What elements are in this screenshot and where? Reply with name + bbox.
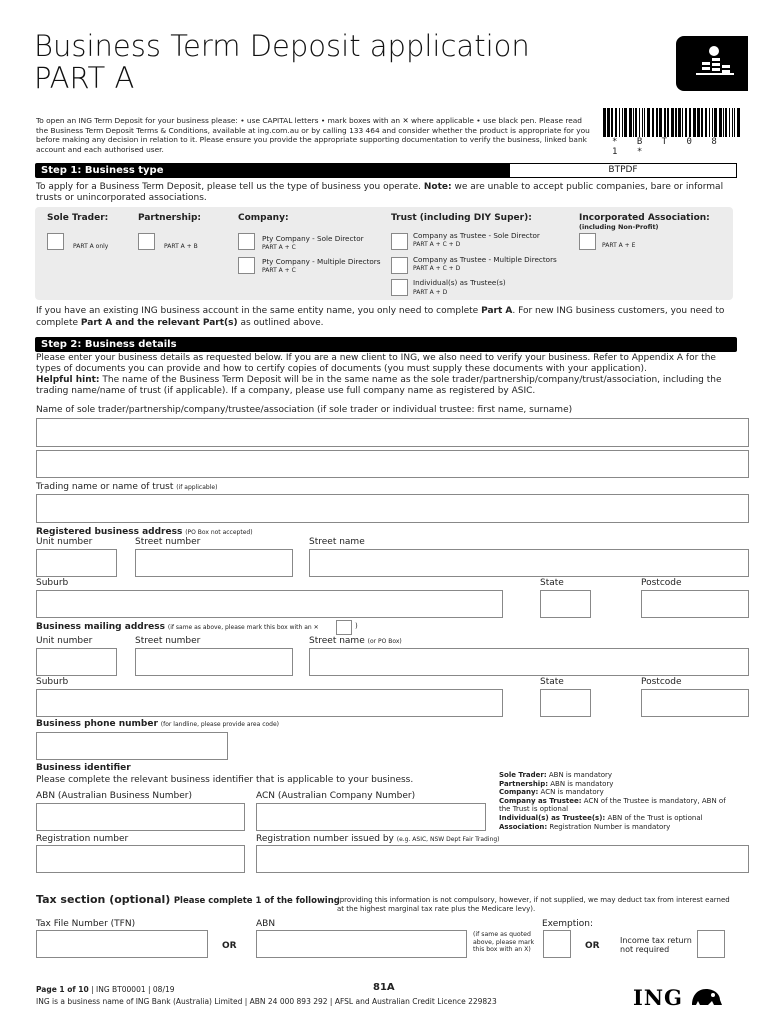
postcode-label: Postcode — [641, 578, 682, 588]
page-title-line2: PART A — [34, 61, 135, 95]
barcode-bar — [723, 108, 724, 137]
unit-number-label: Unit number — [36, 537, 93, 547]
street-name-field-2[interactable] — [309, 648, 749, 676]
barcode-bar — [675, 108, 677, 137]
association-label: Incorporated Association: — [579, 213, 710, 223]
existing-b: Part A — [481, 306, 513, 316]
phone-field[interactable] — [36, 732, 228, 760]
barcode-text: * B T 0 8 1 * — [612, 137, 724, 157]
association-part: PART A + E — [602, 242, 636, 249]
barcode-bar — [642, 108, 643, 137]
phone-small: (for landline, please provide area code) — [160, 721, 279, 728]
barcode-bar — [607, 108, 610, 137]
helpful-hint-text: The name of the Business Term Deposit will be in the same name as the sole trader/partnership/company/trust/association, including the trading name/name of trust (if applicable). If a company, please use full company name as registered by ASIC. — [36, 375, 722, 396]
street-number-label-2: Street number — [135, 636, 201, 646]
tax-abn-field[interactable] — [256, 930, 467, 958]
barcode-bar — [701, 108, 703, 137]
barcode-bar — [603, 108, 606, 137]
barcode-bar — [639, 108, 640, 137]
street-name-label-2 — [309, 636, 402, 646]
trading-name-text: Trading name or name of trust — [36, 482, 174, 492]
registration-issued-field[interactable] — [256, 845, 749, 873]
barcode-bar — [659, 108, 662, 137]
step2-header — [35, 337, 737, 352]
company-sole-director-part: PART A + C — [262, 244, 296, 251]
trust-company-sole-part: PART A + C + D — [413, 241, 461, 248]
identifier-rule — [499, 771, 739, 780]
footer-page-number: Page 1 of 10 — [36, 985, 89, 994]
identifier-rule — [499, 797, 739, 814]
barcode-bar — [619, 108, 620, 137]
mailing-address-label — [36, 622, 319, 632]
trading-name-small: (if applicable) — [176, 484, 218, 491]
step1-intro-b: we are unable to accept public companies, bare or informal trusts or unincorporated associations. — [36, 182, 724, 203]
state-field-2[interactable] — [540, 689, 591, 717]
registration-issued-small: (e.g. ASIC, NSW Dept Fair Trading) — [396, 836, 500, 843]
mailing-same-checkbox[interactable] — [336, 620, 352, 635]
postcode-field[interactable] — [641, 590, 749, 618]
company-multiple-directors-checkbox[interactable] — [238, 257, 255, 274]
company-multiple-directors-label: Pty Company - Multiple Directors — [262, 257, 381, 266]
barcode-bar — [664, 108, 666, 137]
identifier-rule-value: ABN is mandatory — [548, 779, 614, 788]
tfn-label: Tax File Number (TFN) — [36, 919, 136, 929]
unit-number-label-2: Unit number — [36, 636, 93, 646]
registration-number-field[interactable] — [36, 845, 245, 873]
barcode-bar — [647, 108, 650, 137]
barcode-bar — [678, 108, 681, 137]
phone-label — [36, 719, 279, 729]
ing-logo-text: ING — [633, 985, 683, 1010]
identifier-rule-key: Company as Trustee: — [499, 796, 582, 805]
partnership-checkbox[interactable] — [138, 233, 155, 250]
barcode-bar — [629, 108, 632, 137]
barcode-bar — [734, 108, 735, 137]
suburb-field[interactable] — [36, 590, 503, 618]
tax-subtitle: Please complete 1 of the following — [173, 896, 340, 906]
exempt-checkbox[interactable] — [697, 930, 725, 958]
acn-field[interactable] — [256, 803, 486, 831]
barcode-bar — [682, 108, 683, 137]
street-number-label: Street number — [135, 537, 201, 547]
step2-title: Step 2: Business details — [41, 339, 177, 350]
step2-intro-text: Please enter your business details as requested below. If you are a new client to ING, we also need to verify your business. Refer to Appendix A for the types of documents you can provide and how to certify copies of documents (you must supply these documents with your application). — [36, 353, 716, 374]
barcode-bar — [712, 108, 713, 137]
barcode-bar — [611, 108, 613, 137]
identifier-label: Business identifier — [36, 763, 131, 773]
suburb-field-2[interactable] — [36, 689, 503, 717]
barcode-bar — [644, 108, 645, 137]
entity-name-field-2[interactable] — [36, 450, 749, 478]
barcode-bar — [652, 108, 654, 137]
step1-title: Step 1: Business type — [41, 165, 164, 176]
barcode-bar — [714, 108, 717, 137]
existing-d: Part A and the relevant Part(s) — [80, 318, 238, 328]
acn-label: ACN (Australian Company Number) — [256, 791, 416, 801]
trust-individual-label: Individual(s) as Trustee(s) — [413, 278, 506, 287]
page-title — [34, 30, 530, 94]
trading-name-field[interactable] — [36, 494, 749, 523]
barcode-bar — [709, 108, 710, 137]
identifier-rule-value: Registration Number is mandatory — [547, 822, 671, 831]
company-sole-director-checkbox[interactable] — [238, 233, 255, 250]
identifier-rule-value: ABN of the Trust is optional — [605, 813, 703, 822]
barcode-bar — [671, 108, 674, 137]
footer-page — [36, 985, 175, 994]
trust-company-multiple-checkbox[interactable] — [391, 257, 408, 274]
identifier-rule — [499, 780, 739, 789]
registered-address-text: Registered business address — [36, 527, 183, 537]
company-label: Company: — [238, 213, 289, 223]
barcode-bar — [697, 108, 700, 137]
tfn-field[interactable] — [36, 930, 208, 958]
identifier-rule-key: Sole Trader: — [499, 771, 547, 779]
identifier-rule-value: ACN is mandatory — [538, 788, 604, 797]
coin-stack-icon — [676, 36, 748, 91]
trust-individual-part: PART A + D — [413, 289, 448, 296]
lion-icon — [688, 985, 724, 1009]
street-name-small-2: (or PO Box) — [367, 638, 402, 645]
intro-text: To open an ING Term Deposit for your business please: • use CAPITAL letters • mark boxes with an ✕ where applicable • use black pen. Please read the Business Term Deposit Terms & Conditions, available at ing.com.au or by calling 133 464 and consider whether the product is appropriate for you before making any decision in relation to it. Please ensure you provide the appropriate supporting documentation to verify the business, linked bank account and each authorised user. — [36, 116, 590, 154]
association-sub: (including Non-Profit) — [579, 223, 659, 231]
identifier-rule-value: ABN is mandatory — [546, 771, 613, 779]
barcode-bar — [719, 108, 722, 137]
step1-intro — [36, 182, 736, 204]
abn-same-note: (if same as quoted above, please mark this box with an X) — [473, 931, 535, 954]
identifier-rule — [499, 788, 739, 797]
barcode-bar — [615, 108, 617, 137]
phone-text: Business phone number — [36, 719, 158, 729]
step1-code-box — [509, 163, 737, 178]
existing-e: as outlined above. — [240, 318, 324, 328]
suburb-label-2: Suburb — [36, 677, 69, 687]
registration-number-label: Registration number — [36, 834, 129, 844]
street-number-field[interactable] — [135, 549, 293, 577]
abn-label: ABN (Australian Business Number) — [36, 791, 193, 801]
company-sole-director-label: Pty Company - Sole Director — [262, 234, 364, 243]
document-icon-tab — [676, 36, 748, 91]
identifier-rule-key: Partnership: — [499, 779, 549, 788]
registered-address-label — [36, 527, 253, 537]
step2-intro — [36, 353, 736, 397]
state-label: State — [540, 578, 564, 588]
street-name-text-2: Street name — [309, 636, 365, 646]
footer-ref: | ING BT00001 | 08/19 — [88, 985, 175, 994]
existing-account-note — [36, 305, 736, 329]
barcode-bar — [693, 108, 696, 137]
barcode-bar — [685, 108, 687, 137]
registered-address-small: (PO Box not accepted) — [185, 529, 253, 536]
unit-number-field[interactable] — [36, 549, 117, 577]
barcode — [603, 108, 741, 137]
identifier-sub: Please complete the relevant business identifier that is applicable to your business. — [36, 775, 414, 785]
barcode-bar — [656, 108, 658, 137]
street-name-field[interactable] — [309, 549, 749, 577]
partnership-part: PART A + B — [164, 243, 198, 250]
existing-c: . For new ING business customers, you need to complete — [36, 306, 725, 328]
mailing-address-small: (if same as above, please mark this box with an ✕ — [167, 624, 319, 631]
page-title-line1: Business Term Deposit application — [34, 29, 530, 63]
mailing-address-text: Business mailing address — [36, 622, 165, 632]
ing-logo — [633, 985, 724, 1010]
identifier-rule-value: ACN of the Trustee is mandatory, ABN of the Trust is optional — [499, 796, 726, 814]
tax-abn-label: ABN — [256, 919, 276, 929]
step1-intro-a: To apply for a Business Term Deposit, please tell us the type of business you operate. — [36, 182, 421, 192]
trust-company-sole-label: Company as Trustee - Sole Director — [413, 231, 540, 240]
barcode-bar — [689, 108, 691, 137]
barcode-bar — [633, 108, 634, 137]
unit-number-field-2[interactable] — [36, 648, 117, 676]
abn-field[interactable] — [36, 803, 245, 831]
street-number-field-2[interactable] — [135, 648, 293, 676]
barcode-bar — [732, 108, 733, 137]
registration-issued-text: Registration number issued by — [256, 834, 394, 844]
trust-company-multiple-label: Company as Trustee - Multiple Directors — [413, 255, 557, 264]
barcode-bar — [725, 108, 727, 137]
entity-name-label: Name of sole trader/partnership/company/trustee/association (if sole trader or individual trustee: first name, surname) — [36, 405, 573, 415]
street-name-label: Street name — [309, 537, 365, 547]
identifier-rule-key: Company: — [499, 788, 539, 797]
barcode-bar — [737, 108, 740, 137]
barcode-bar — [635, 108, 637, 137]
barcode-bar — [705, 108, 707, 137]
or-label-2: OR — [585, 941, 600, 951]
postcode-label-2: Postcode — [641, 677, 682, 687]
helpful-hint-label: Helpful hint: — [36, 375, 100, 385]
mailing-same-close: ) — [355, 622, 358, 630]
entity-name-field-1[interactable] — [36, 418, 749, 447]
identifier-rule-key: Individual(s) as Trustee(s): — [499, 813, 606, 822]
trust-individual-checkbox[interactable] — [391, 279, 408, 296]
step1-intro-note: Note: — [423, 182, 452, 192]
existing-a: If you have an existing ING business account in the same entity name, you only need to complete — [36, 306, 479, 316]
state-field[interactable] — [540, 590, 591, 618]
identifier-rule — [499, 823, 739, 832]
exempt-label: Income tax return not required — [620, 936, 692, 954]
trust-company-sole-checkbox[interactable] — [391, 233, 408, 250]
state-label-2: State — [540, 677, 564, 687]
abn-same-checkbox[interactable] — [543, 930, 571, 958]
exemption-label: Exemption: — [542, 919, 594, 929]
identifier-rule — [499, 814, 739, 823]
registration-issued-label — [256, 834, 499, 844]
footer-legal: ING is a business name of ING Bank (Australia) Limited | ABN 24 000 893 292 | AFSL and Australian Credit Licence 229823 — [36, 997, 497, 1006]
barcode-bar — [667, 108, 669, 137]
company-multiple-directors-part: PART A + C — [262, 267, 296, 274]
association-checkbox[interactable] — [579, 233, 596, 250]
trading-name-label — [36, 482, 217, 492]
postcode-field-2[interactable] — [641, 689, 749, 717]
footer-code: 81A — [373, 982, 395, 993]
barcode-bar — [622, 108, 623, 137]
identifier-rule-key: Association: — [499, 822, 548, 831]
barcode-bar — [729, 108, 730, 137]
tax-title: Tax section (optional) — [36, 893, 171, 906]
tax-note: (providing this information is not compulsory, however, if not supplied, we may deduct tax from interest earned at the highest marginal tax rate plus the Medicare levy). — [337, 896, 730, 913]
barcode-graphic — [603, 108, 741, 137]
partnership-label: Partnership: — [138, 213, 202, 223]
suburb-label: Suburb — [36, 578, 69, 588]
identifier-rules — [499, 771, 739, 831]
step1-code: BTPDF — [608, 165, 638, 175]
barcode-bar — [624, 108, 627, 137]
tax-heading — [36, 893, 340, 906]
or-label-1: OR — [222, 941, 237, 951]
sole-trader-checkbox[interactable] — [47, 233, 64, 250]
sole-trader-label: Sole Trader: — [47, 213, 109, 223]
sole-trader-part: PART A only — [73, 243, 109, 250]
trust-label: Trust (including DIY Super): — [391, 213, 532, 223]
trust-company-multiple-part: PART A + C + D — [413, 265, 461, 272]
